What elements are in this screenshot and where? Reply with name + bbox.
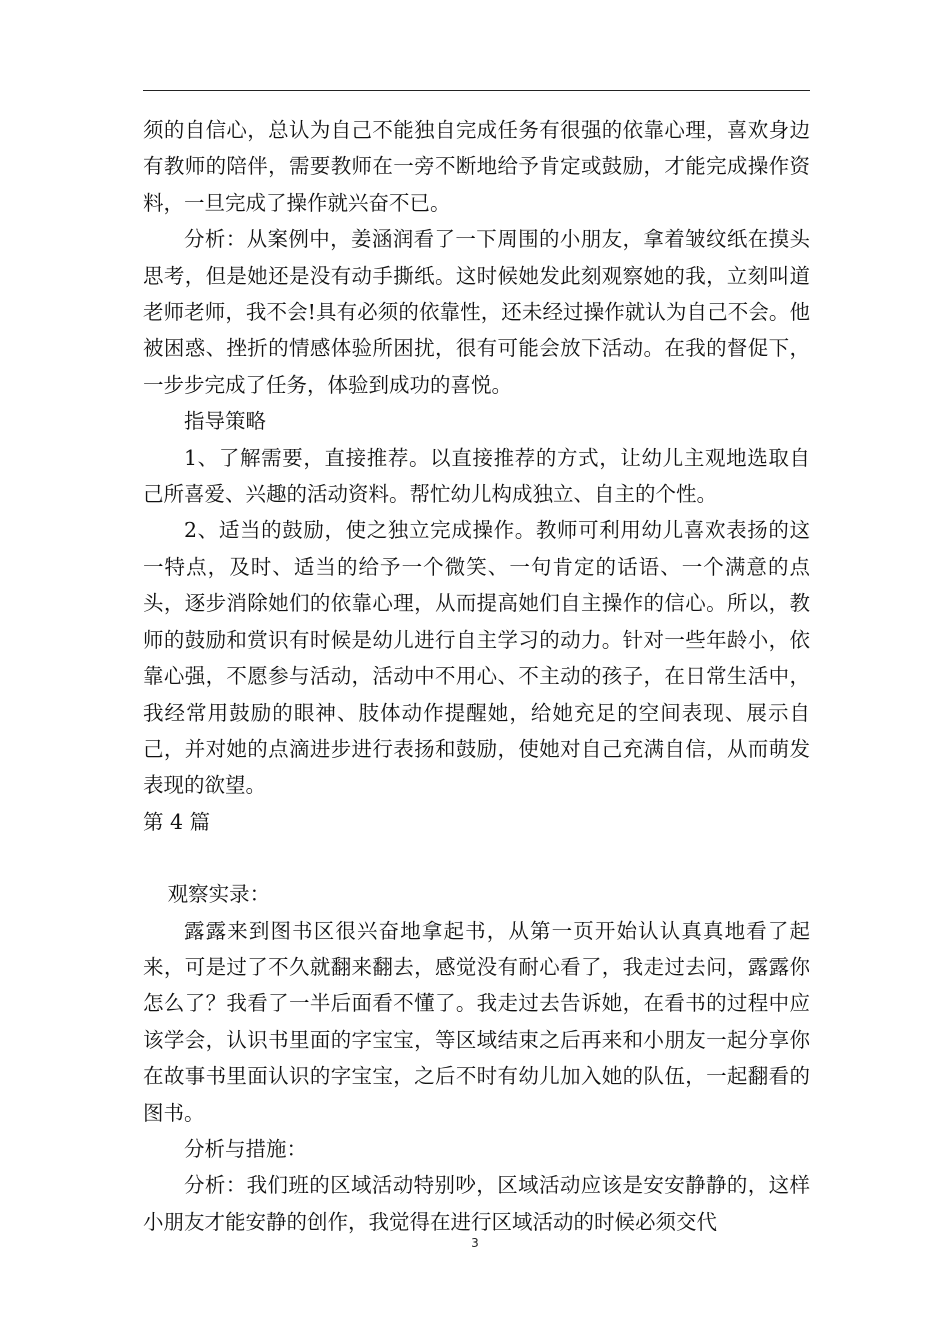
document-body: [143, 112, 810, 1240]
page-number: 3: [471, 1236, 479, 1250]
section-title: 第 4 篇: [143, 809, 211, 834]
header-rule: [143, 90, 810, 91]
heading-analysis-measures: 分析与措施：: [184, 1136, 307, 1161]
paragraph-analysis-2: 分析：我们班的区域活动特别吵，区域活动应该是安安静静的，这样小朋友才能安静的创作，我觉得在进行区域活动的时候必须交代: [143, 1173, 810, 1234]
heading-observation-record: 观察实录：: [167, 882, 271, 907]
paragraph-strategy-1: 1、了解需要，直接推荐。以直接推荐的方式，让幼儿主观地选取自己所喜爱、兴趣的活动资料。帮忙幼儿构成独立、自主的个性。: [143, 445, 810, 507]
paragraph-observation: 露露来到图书区很兴奋地拿起书，从第一页开始认认真真地看了起来，可是过了不久就翻来翻去，感觉没有耐心看了，我走过去问，露露你怎么了？我看了一半后面看不懂了。我走过去告诉她，在看书的过程中应该学会，认识书里面的字宝宝，等区域结束之后再来和小朋友一起分享你在故事书里面认识的字宝宝，之后不时有幼儿加入她的队伍，一起翻看的图书。: [143, 918, 810, 1125]
paragraph-strategy-2: 2、适当的鼓励，使之独立完成操作。教师可利用幼儿喜欢表扬的这一特点，及时、适当的给予一个微笑、一句肯定的话语、一个满意的点头，逐步消除她们的依靠心理，从而提高她们自主操作的信心。所以，教师的鼓励和赏识有时候是幼儿进行自主学习的动力。针对一些年龄小，依靠心强，不愿参与活动，活动中不用心、不主动的孩子，在日常生活中，我经常用鼓励的眼神、肢体动作提醒她，给她充足的空间表现、展示自己，并对她的点滴进步进行表扬和鼓励，使她对自己充满自信，从而萌发表现的欲望。: [143, 518, 810, 798]
paragraph-analysis: 分析：从案例中，姜涵润看了一下周围的小朋友，拿着皱纹纸在摸头思考，但是她还是没有动手撕纸。这时候她发此刻观察她的我，立刻叫道老师老师，我不会!具有必须的依靠性，还未经过操作就认为自己不会。他被困惑、挫折的情感体验所困扰，很有可能会放下活动。在我的督促下，一步步完成了任务，体验到成功的喜悦。: [143, 227, 810, 397]
heading-guidance-strategy: 指导策略: [184, 409, 266, 434]
paragraph-continuation: 须的自信心，总认为自己不能独自完成任务有很强的依靠心理，喜欢身边有教师的陪伴，需要教师在一旁不断地给予肯定或鼓励，才能完成操作资料，一旦完成了操作就兴奋不已。: [143, 118, 810, 215]
section-spacer: [143, 840, 810, 876]
